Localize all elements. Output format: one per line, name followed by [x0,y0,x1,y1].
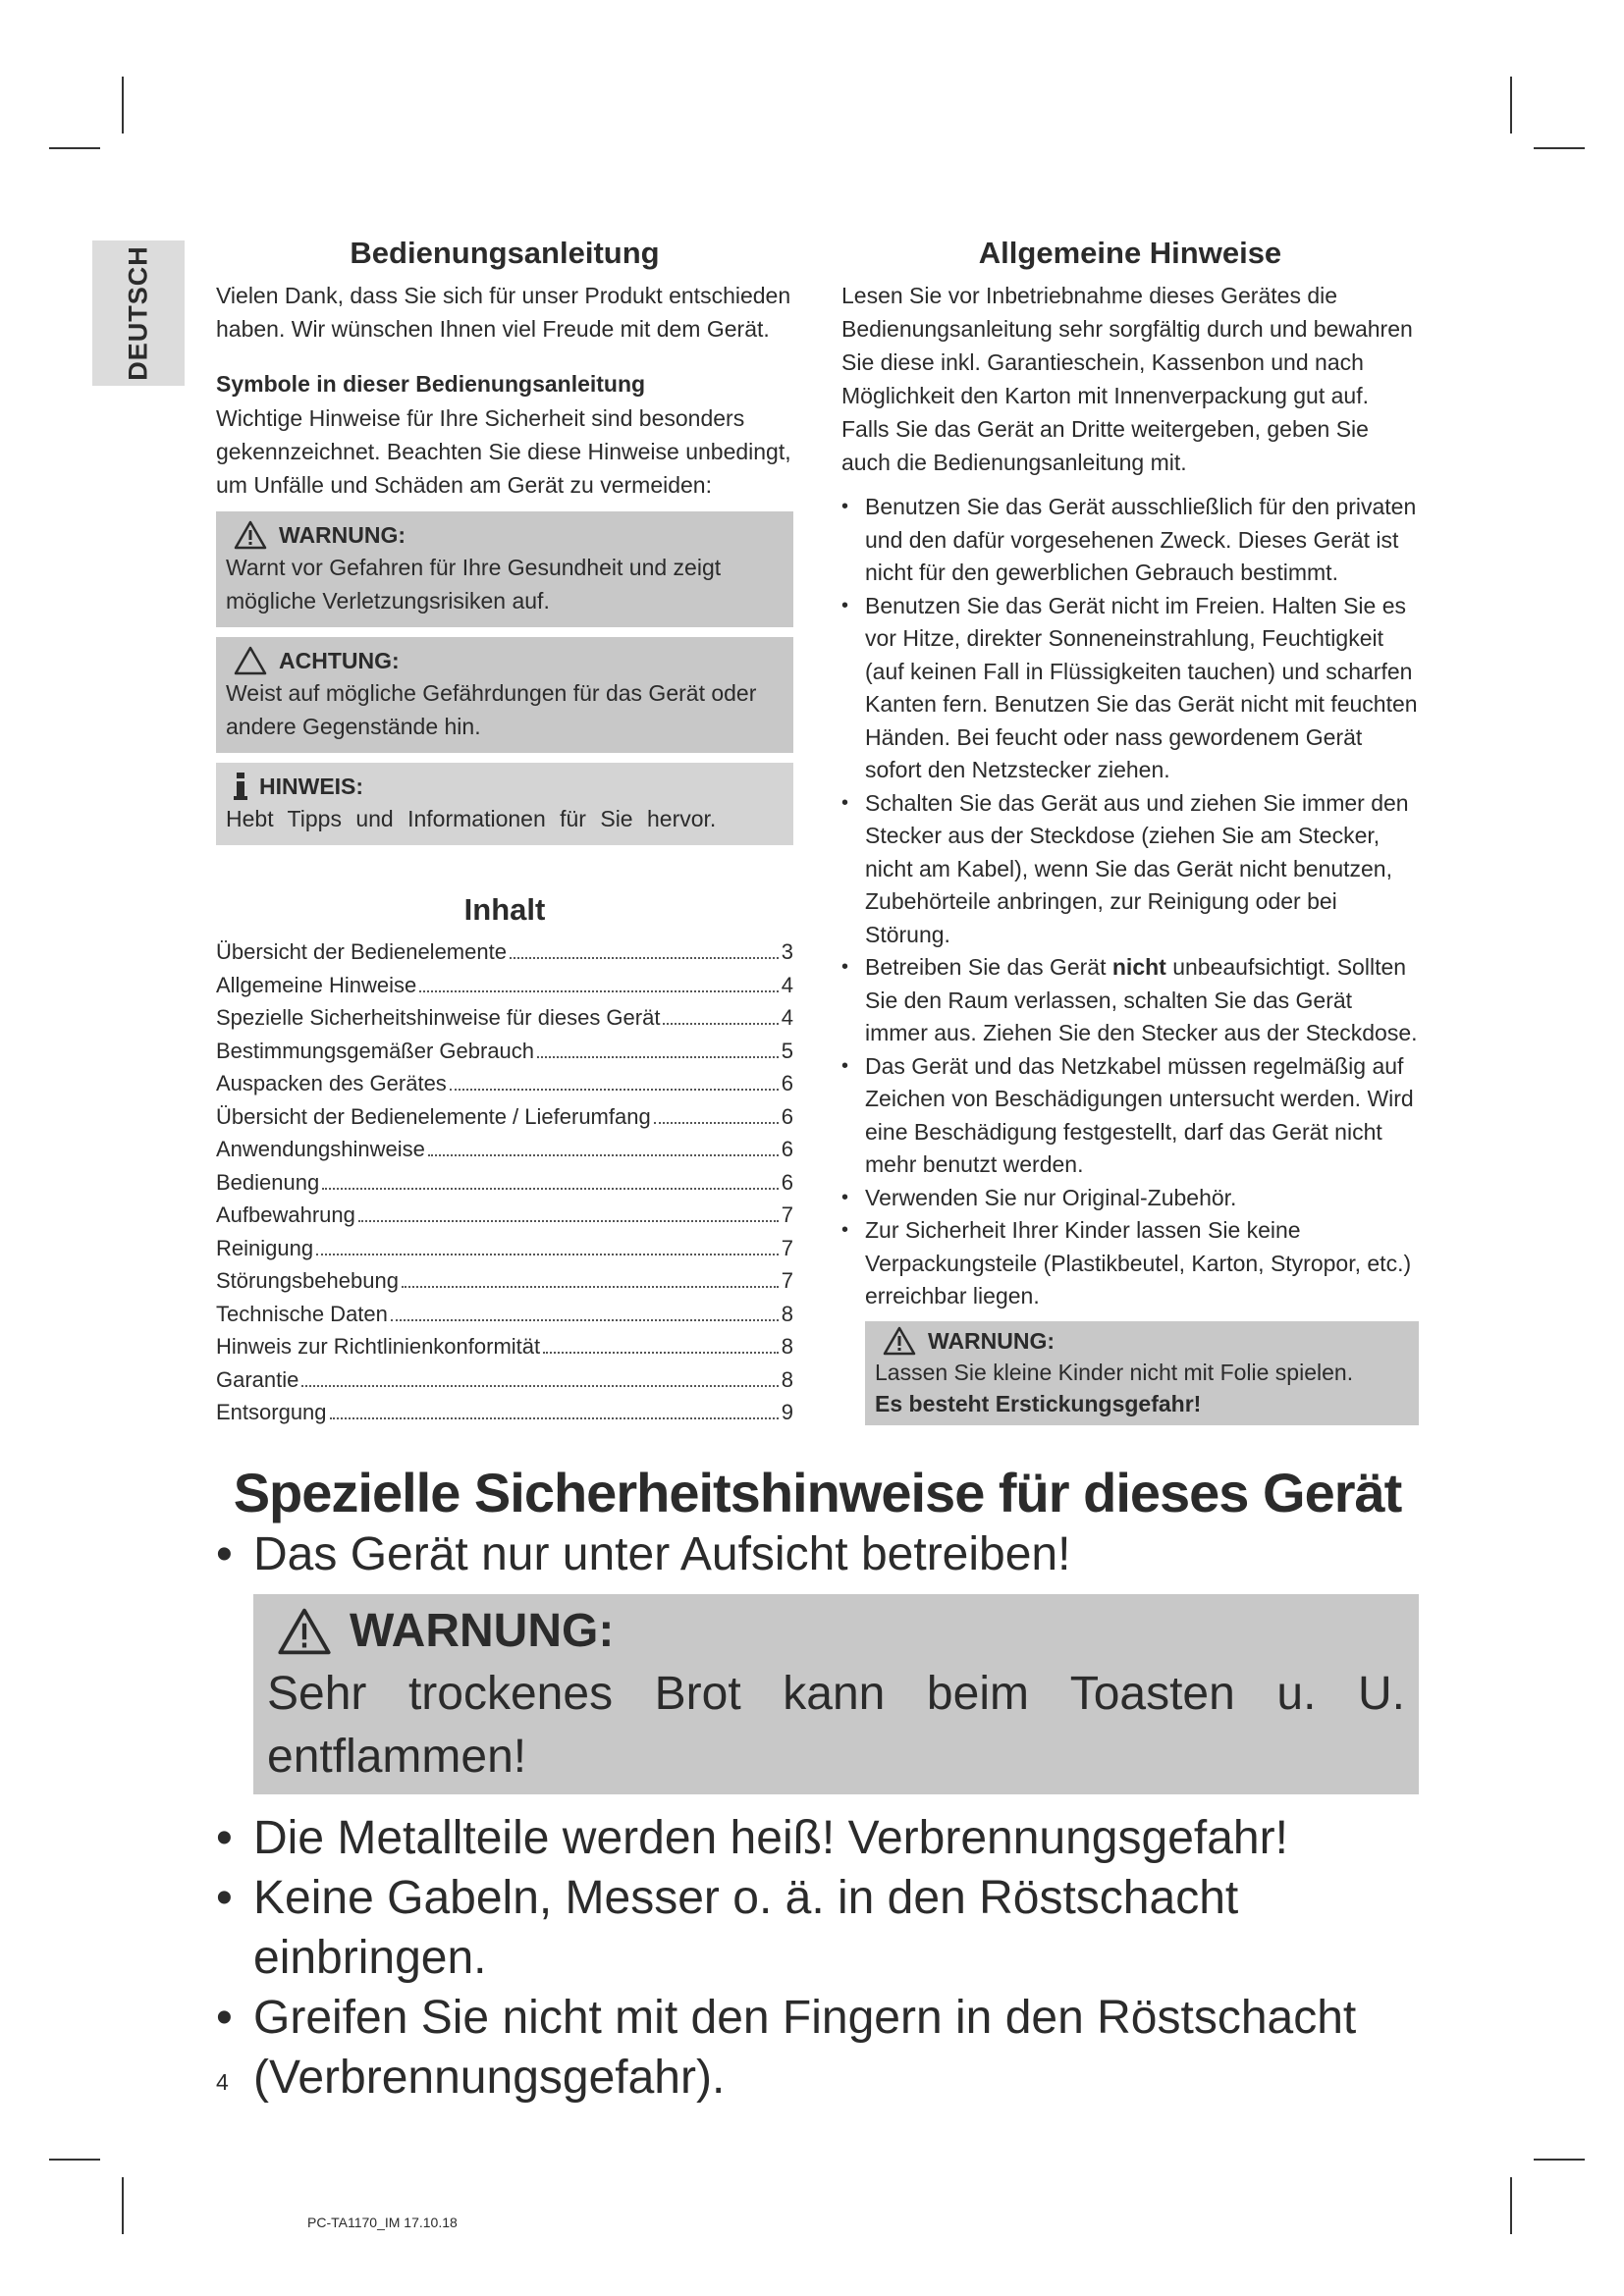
warning-text-bold: Es besteht Erstickungsgefahr! [875,1390,1202,1416]
special-bullet-list-2 [216,1808,1419,2108]
warning-heading: WARNUNG: [279,522,406,548]
special-bullet-list [216,1524,1419,1584]
language-tab [92,240,185,386]
toc-entry-page: 8 [781,1334,793,1359]
toc-entry-page: 6 [781,1071,793,1095]
table-of-contents [216,935,793,1429]
toc-entry-page: 8 [781,1366,793,1392]
list-item: • Zur Sicherheit Ihrer Kinder lassen Sie keine Verpackungsteile (Plastikbeutel, Karton, Styropor, etc.) erreichbar liegen. [841,1214,1419,1313]
big-warning-text: Sehr trockenes Brot kann beim Toasten u. U. entflammen! [267,1668,1405,1783]
toc-entry-label: Hinweis zur Richtlinienkonformität [216,1334,541,1359]
toc-entry-label: Entsorgung [216,1400,327,1424]
warning-text: Lassen Sie kleine Kinder nicht mit Folie spielen. [875,1359,1354,1385]
special-safety-title: Spezielle Sicherheitshinweise für dieses Gerät [233,1462,1402,1523]
toc-entry-page: 6 [781,1169,793,1195]
toc-entry-label: Anwendungshinweise [216,1137,425,1161]
general-intro: Lesen Sie vor Inbetriebnahme dieses Gerätes die Bedienungsanleitung sehr sorgfältig durch und bewahren Sie diese inkl. Garantieschein, Kassenbon und nach Möglichkeit den Karton mit Innenverpackung gut auf. Falls Sie das Gerät an Dritte weitergeben, geben Sie auch die Bedienungsanleitung mit. [841,283,1413,475]
toc-entry-page: 9 [781,1400,793,1424]
crop-mark [1510,77,1512,133]
list-item: • Das Gerät und das Netzkabel müssen regelmäßig auf Zeichen von Beschädigungen untersucht werden. Wird eine Beschädigung festgestellt, darf das Gerät nicht mehr benutzt werden. [841,1050,1419,1182]
toc-leader-dots [543,1352,779,1354]
toc-entry-label: Bedienung [216,1169,320,1195]
toc-entry [216,935,793,969]
list-item: • Benutzen Sie das Gerät ausschließlich für den privaten und den dafür vorgesehenen Zweck. Dieses Gerät ist nicht für den gewerblichen Gebrauch bestimmt. [841,491,1419,590]
list-item: • Greifen Sie nicht mit den Fingern in den Röstschacht (Verbrennungsgefahr). [216,1988,1419,2108]
caution-heading: ACHTUNG: [279,648,400,673]
caution-triangle-icon [234,646,267,675]
big-warning-box [253,1594,1419,1794]
caution-box [216,637,793,753]
list-item: • Das Gerät nur unter Aufsicht betreiben! [216,1524,1419,1584]
caution-text: Weist auf mögliche Gefährdungen für das Gerät oder andere Gegenstände hin. [226,680,757,739]
toc-entry-label: Technische Daten [216,1301,388,1326]
toc-entry-page: 7 [781,1235,793,1260]
toc-entry [216,1298,793,1331]
toc-entry [216,1166,793,1200]
info-icon [234,773,247,800]
crop-mark [49,2159,100,2161]
toc-leader-dots [663,1023,778,1025]
toc-entry-page: 4 [781,972,793,997]
crop-mark [122,2177,124,2234]
toc-entry-label: Übersicht der Bedienelemente / Lieferumfang [216,1103,651,1129]
symbols-text: Wichtige Hinweise für Ihre Sicherheit sind besonders gekennzeichnet. Beachten Sie diese Hinweise unbedingt, um Unfälle und Schäden am Gerät zu vermeiden: [216,405,791,498]
crop-mark [1534,147,1585,149]
warning-triangle-icon [277,1607,332,1656]
toc-entry [216,1232,793,1265]
toc-leader-dots [654,1122,779,1124]
warning-text: Warnt vor Gefahren für Ihre Gesundheit und zeigt mögliche Verletzungsrisiken auf. [226,555,722,614]
crop-mark [1510,2177,1512,2234]
toc-entry-page: 5 [781,1038,793,1063]
toc-entry [216,1133,793,1166]
toc-entry [216,1330,793,1363]
right-column [841,236,1419,1425]
note-heading: HINWEIS: [259,774,364,799]
list-item: • Verwenden Sie nur Original-Zubehör. [841,1182,1419,1215]
print-footer: PC-TA1170_IM 17.10.18 [307,2215,458,2230]
toc-entry [216,1264,793,1298]
symbols-heading: Symbole in dieser Bedienungsanleitung [216,371,646,397]
toc-leader-dots [391,1319,779,1321]
toc-entry [216,1199,793,1232]
toc-leader-dots [510,957,779,959]
toc-entry-label: Auspacken des Gerätes [216,1071,447,1095]
section-title-allgemeine-hinweise: Allgemeine Hinweise [978,236,1282,270]
toc-leader-dots [450,1089,779,1091]
toc-leader-dots [330,1417,779,1419]
left-column [216,236,793,1429]
toc-entry [216,1100,793,1134]
toc-entry-label: Garantie [216,1366,299,1392]
warning-heading: WARNUNG: [928,1327,1056,1354]
toc-leader-dots [537,1056,779,1058]
toc-entry-label: Bestimmungsgemäßer Gebrauch [216,1038,535,1063]
crop-mark [1534,2159,1585,2161]
big-warning-heading: WARNUNG: [350,1605,615,1657]
toc-entry-label: Allgemeine Hinweise [216,972,417,997]
section-title-bedienungsanleitung: Bedienungsanleitung [350,236,660,270]
warning-triangle-icon [883,1326,916,1356]
toc-entry-page: 7 [781,1202,793,1227]
toc-entry-label: Störungsbehebung [216,1268,399,1293]
warning-triangle-icon [234,520,267,550]
toc-entry [216,1001,793,1035]
special-safety-section [216,1461,1419,2108]
toc-title: Inhalt [463,892,546,927]
toc-leader-dots [322,1188,779,1190]
warning-box [216,511,793,627]
page-number: 4 [216,2069,229,2095]
intro-text: Vielen Dank, dass Sie sich für unser Produkt entschieden haben. Wir wünschen Ihnen viel Freude mit dem Gerät. [216,283,791,342]
toc-entry-page: 4 [781,1005,793,1030]
toc-entry-page: 8 [781,1301,793,1326]
toc-entry-page: 7 [781,1268,793,1293]
toc-entry [216,969,793,1002]
toc-leader-dots [301,1385,778,1387]
toc-entry-label: Übersicht der Bedienelemente [216,939,507,964]
note-text: Hebt Tipps und Informationen für Sie hervor. [226,806,717,831]
list-item: • Benutzen Sie das Gerät nicht im Freien. Halten Sie es vor Hitze, direkter Sonneneinstrahlung, Feuchtigkeit (auf keinen Fall in Flüssigkeiten tauchen) und scharfen Kanten fern. Benutzen Sie das Gerät nicht mit feuchten Händen. Bei feucht oder nass gewordenem Gerät sofort den Netzstecker ziehen. [841,590,1419,787]
list-item: • Betreiben Sie das Gerät nicht unbeaufsichtigt. Sollten Sie den Raum verlassen, schalten Sie das Gerät immer aus. Ziehen Sie den Stecker aus der Steckdose. [841,951,1419,1050]
toc-leader-dots [358,1220,779,1222]
toc-entry-label: Aufbewahrung [216,1202,355,1227]
toc-leader-dots [419,990,779,992]
list-item: • Keine Gabeln, Messer o. ä. in den Röstschacht einbringen. [216,1868,1419,1988]
list-item: • Die Metallteile werden heiß! Verbrennungsgefahr! [216,1808,1419,1868]
toc-leader-dots [316,1254,779,1255]
toc-entry-label: Reinigung [216,1235,314,1260]
toc-entry [216,1363,793,1397]
language-label: DEUTSCH [123,245,153,381]
toc-entry-label: Spezielle Sicherheitshinweise für dieses Gerät [216,1005,661,1030]
toc-entry [216,1396,793,1429]
toc-entry-page: 3 [781,939,793,964]
toc-entry-page: 6 [781,1103,793,1129]
toc-entry [216,1035,793,1068]
toc-leader-dots [402,1286,779,1288]
general-bullet-list [841,491,1419,1313]
toc-entry [216,1067,793,1100]
warning-box-foil [865,1321,1419,1425]
crop-mark [49,147,100,149]
toc-entry-page: 6 [781,1137,793,1161]
toc-leader-dots [428,1154,779,1156]
note-box [216,763,793,845]
crop-mark [122,77,124,133]
list-item: • Schalten Sie das Gerät aus und ziehen Sie immer den Stecker aus der Steckdose (ziehen Sie am Stecker, nicht am Kabel), wenn Sie das Gerät nicht benutzen, Zubehörteile anbringen, zur Reinigung oder bei Störung. [841,787,1419,952]
